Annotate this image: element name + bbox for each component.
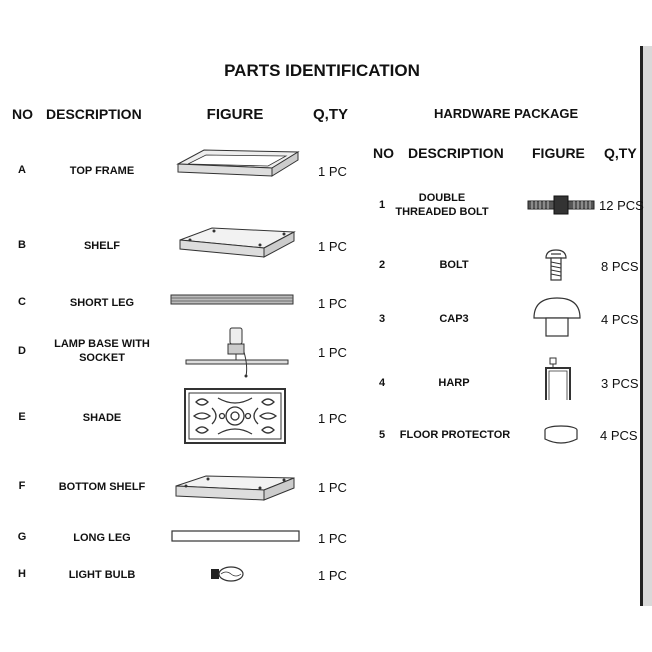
hardware-qty: 12 PCS [599,198,644,213]
part-qty: 1 PC [318,164,347,179]
part-description: LONG LEG [73,532,131,544]
part-no: E [18,411,26,423]
hardware-qty: 4 PCS [600,428,638,443]
part-qty: 1 PC [318,480,347,495]
hardware-no: 4 [378,377,386,389]
shade-figure [184,388,286,444]
hardware-qty: 4 PCS [601,312,639,327]
part-description: LAMP BASE WITH SOCKET [54,338,150,364]
lamp-base-figure [184,326,290,378]
part-no: C [18,296,26,308]
hardware-no: 1 [378,199,386,211]
hardware-header-qty: Q,TY [604,145,637,161]
hardware-description: CAP3 [439,313,469,325]
part-description: SHADE [82,412,122,424]
bottom-shelf-figure [172,472,298,504]
part-description: TOP FRAME [69,165,135,177]
short-leg-figure [170,294,294,306]
hardware-qty: 8 PCS [601,259,639,274]
part-qty: 1 PC [318,568,347,583]
shelf-figure [176,222,298,262]
bolt-figure [544,248,568,282]
hardware-no: 5 [378,429,386,441]
hardware-description: FLOOR PROTECTOR [399,429,511,441]
part-qty: 1 PC [318,411,347,426]
parts-header-figure: FIGURE [206,106,264,123]
parts-header-description: DESCRIPTION [46,106,142,122]
hardware-header-figure: FIGURE [532,145,585,161]
harp-figure [540,356,576,404]
part-no: A [18,164,26,176]
hardware-description: DOUBLE THREADED BOLT [395,192,489,218]
page-title: PARTS IDENTIFICATION [224,61,420,80]
part-qty: 1 PC [318,531,347,546]
hardware-description: HARP [438,377,470,389]
part-no: D [18,345,26,357]
part-no: B [18,239,26,251]
hardware-header-no: NO [373,145,394,161]
part-no: F [18,480,26,492]
part-qty: 1 PC [318,345,347,360]
long-leg-figure [171,530,301,544]
hardware-title: HARDWARE PACKAGE [434,106,579,121]
part-no: H [18,568,26,580]
part-qty: 1 PC [318,296,347,311]
parts-header-no: NO [12,106,33,122]
page-right-shadow [643,46,652,606]
hardware-no: 2 [378,259,386,271]
top-frame-figure [174,144,302,182]
hardware-qty: 3 PCS [601,376,639,391]
part-qty: 1 PC [318,239,347,254]
hardware-no: 3 [378,313,386,325]
part-no: G [17,531,27,543]
hardware-header-description: DESCRIPTION [408,145,504,161]
part-description: LIGHT BULB [68,569,136,581]
floor-protector-figure [543,424,579,446]
parts-header-qty: Q,TY [313,106,349,123]
part-description: SHORT LEG [69,297,135,309]
part-description: BOTTOM SHELF [58,481,146,493]
hardware-description: BOLT [439,259,469,271]
light-bulb-figure [209,564,245,584]
cap-figure [532,296,582,338]
part-description: SHELF [83,240,121,252]
double-threaded-bolt-figure [526,194,596,216]
